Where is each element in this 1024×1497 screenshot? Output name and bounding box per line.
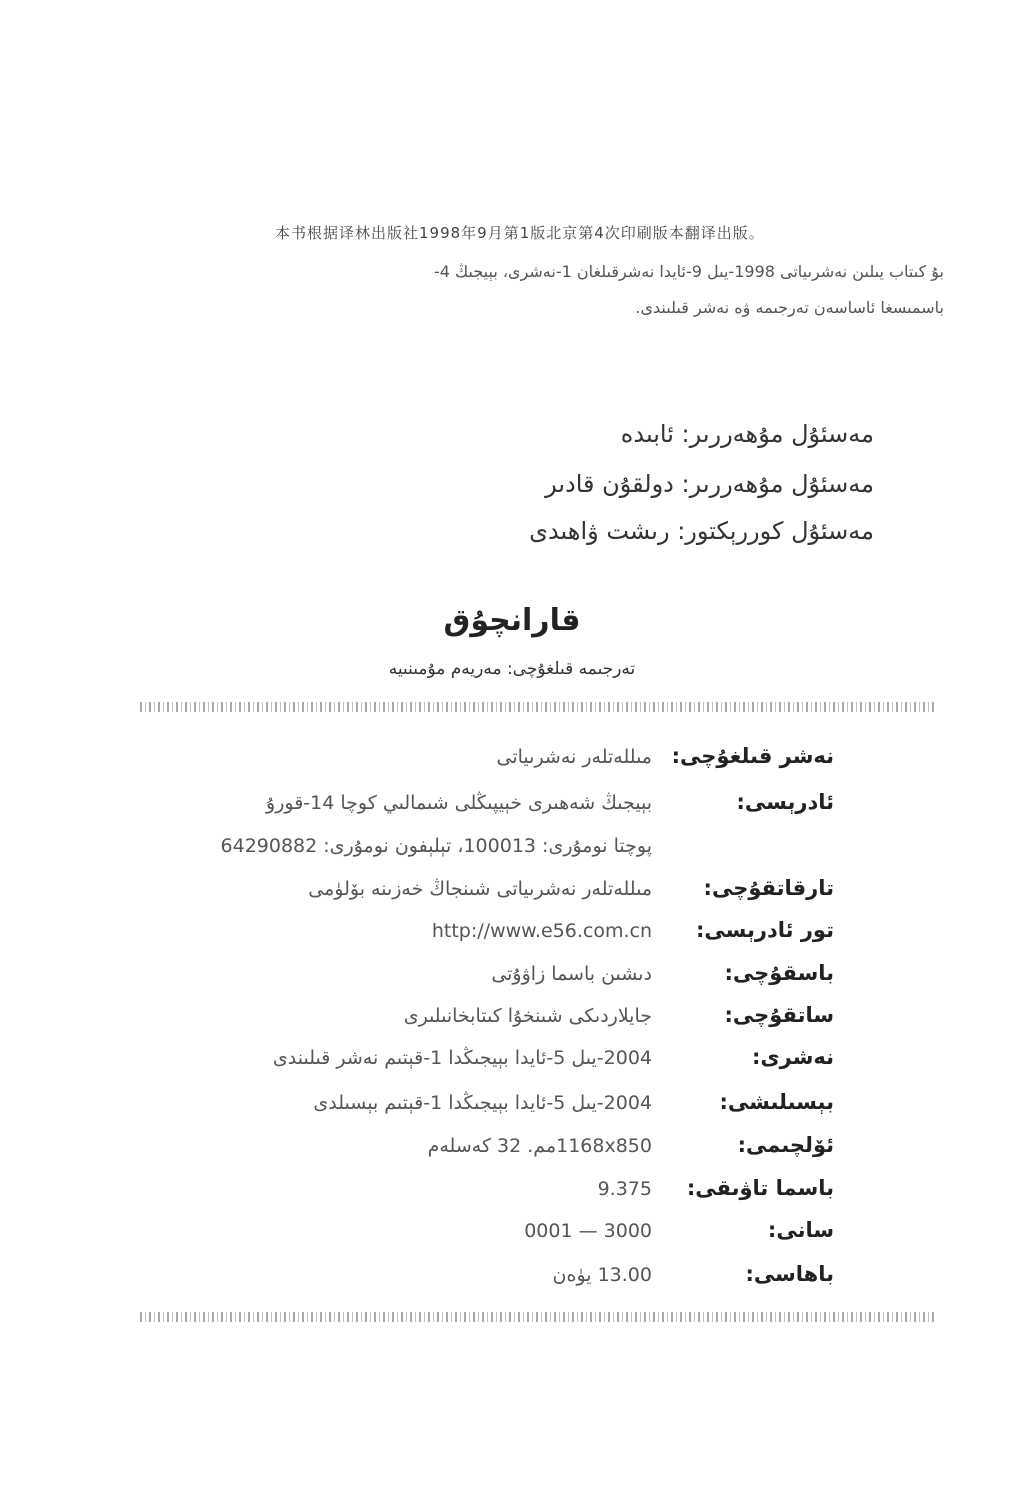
responsible-editor-credit: مەسئۇل مۇھەررىر: دولقۇن قادىر [545,470,874,498]
detail-label: نەشر قىلغۇچى: [671,744,834,768]
chinese-source-note: 本书根据译林出版社1998年9月第1版北京第4次印刷版本翻译出版。 [275,224,765,242]
proofreader-credit: مەسئۇل كوررېكتور: رىشت ۋاھىدى [529,517,874,545]
detail-value: مىللەتلەر نەشرىياتى [496,746,652,768]
uyghur-source-note-line-1: بۇ كىتاب يىلىن نەشرىياتى 1998-يىل 9-ئايدا نەشرقىلغان 1-نەشرى، بېيجىڭ 4- [433,262,944,281]
detail-label: تارقاتقۇچى: [703,876,834,900]
ornamental-divider-top [140,702,935,712]
detail-label: باسما تاۋىقى: [686,1176,834,1200]
detail-label: ساتقۇچى: [724,1003,834,1027]
translator-line: تەرجىمە قىلغۇچى: مەريەم مۇمىنىيە [388,659,636,679]
detail-label: سانى: [767,1218,834,1242]
detail-label: تور ئادرېسى: [696,918,834,942]
detail-label: باھاسى: [745,1262,834,1286]
detail-value: پوچتا نومۇرى: 100013، تېلېفون نومۇرى: 64290882 [220,835,652,857]
detail-label: باسقۇچى: [724,961,834,985]
detail-value: 2004-يىل 5-ئايدا بېيجىڭدا 1-قېتىم نەشر قىلىندى [272,1047,652,1069]
detail-value: 9.375 [597,1178,652,1200]
detail-value: 1168x850مم. 32 كەسلەم [427,1135,652,1157]
ornamental-divider-bottom [140,1312,935,1322]
detail-value: مىللەتلەر نەشرىياتى شىنجاڭ خەزىنە بۆلۈمى [308,878,652,900]
detail-value: 0001 — 3000 [524,1220,652,1242]
book-title: قارانچۇق [443,603,581,638]
detail-value: 13.00 يۈەن [552,1264,652,1286]
detail-value: دىشىن باسما زاۋۇتى [491,963,652,985]
detail-value: http://www.e56.com.cn [431,920,652,942]
detail-value: جايلاردىكى شىنخۇا كىتابخانىلىرى [403,1005,652,1027]
detail-value: بېيجىڭ شەھىرى خېيپىڭلى شىمالىي كوچا 14-قورۇ [266,792,652,814]
detail-label: نەشرى: [752,1045,834,1069]
detail-label: ئادرېسى: [736,790,834,814]
detail-value: 2004-يىل 5-ئايدا بېيجىڭدا 1-قېتىم بېسىلدى [313,1092,652,1114]
detail-label: بېسىلىشى: [719,1090,834,1114]
editor-credit: مەسئۇل مۇھەررىر: ئابىدە [620,420,874,448]
uyghur-source-note-line-2: باسمىسغا ئاساسەن تەرجىمە ۋە نەشر قىلىندى. [635,298,944,317]
detail-label: ئۆلچىمى: [737,1133,834,1157]
